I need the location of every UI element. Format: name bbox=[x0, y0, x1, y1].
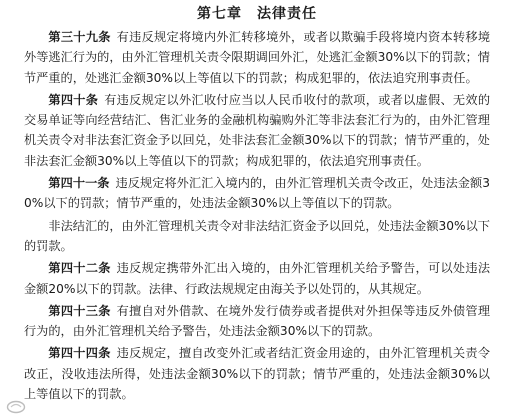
article-text: 违反规定将外汇汇入境内的，由外汇管理机关责令改正，处违法金额30%以下的罚款；情节严重的，处违法金额30%以上等值以下的罚款。 bbox=[24, 176, 490, 211]
article-number: 第四十一条 bbox=[48, 176, 110, 191]
article-39 bbox=[24, 27, 490, 88]
article-44 bbox=[24, 343, 490, 404]
article-text: 非法结汇的，由外汇管理机关责令对非法结汇资金予以回兑，处违法金额30%以下的罚款。 bbox=[24, 218, 490, 253]
article-41-paragraph-2 bbox=[24, 216, 490, 257]
article-text: 违反规定携带外汇出入境的，由外汇管理机关给予警告，可以处违法金额20%以下的罚款。法律、行政法规规定由海关予以处罚的，从其规定。 bbox=[24, 261, 491, 296]
article-number: 第四十二条 bbox=[48, 261, 111, 276]
article-number: 第四十四条 bbox=[48, 346, 111, 361]
article-41 bbox=[24, 173, 490, 214]
chapter-title: 第七章 法律责任 bbox=[197, 6, 317, 22]
article-40 bbox=[24, 90, 490, 171]
article-number: 第四十条 bbox=[48, 92, 99, 107]
watermark-logo-icon bbox=[6, 400, 26, 414]
article-42 bbox=[24, 258, 490, 299]
article-text: 有违反规定以外汇收付应当以人民币收付的款项，或者以虚假、无效的交易单证等向经营结汇、售汇业务的金融机构骗购外汇等非法套汇行为的，由外汇管理机关责令对非法套汇资金予以回兑，处非法套汇金额30%以下的罚款；情节严重的，处非法套汇金额30%以上等值以下的罚款；构成犯罪的，依法追究刑事责任。 bbox=[24, 92, 491, 168]
article-text: 有违反规定将境内外汇转移境外，或者以欺骗手段将境内资本转移境外等逃汇行为的，由外汇管理机关责令限期调回外汇，处逃汇金额30%以下的罚款；情节严重的，处逃汇金额30%以上等值以下的罚款；构成犯罪的，依法追究刑事责任。 bbox=[24, 30, 491, 85]
article-43 bbox=[24, 301, 490, 342]
article-text: 有擅自对外借款、在境外发行债券或者提供对外担保等违反外债管理行为的，由外汇管理机关给予警告，处违法金额30%以下的罚款。 bbox=[24, 303, 491, 339]
article-text: 违反规定，擅自改变外汇或者结汇资金用途的，由外汇管理机关责令改正，没收违法所得，处违法金额30%以下的罚款；情节严重的，处违法金额30%以上等值以下的罚款。 bbox=[24, 346, 491, 402]
article-number: 第三十九条 bbox=[48, 30, 111, 44]
article-number: 第四十三条 bbox=[48, 303, 111, 318]
